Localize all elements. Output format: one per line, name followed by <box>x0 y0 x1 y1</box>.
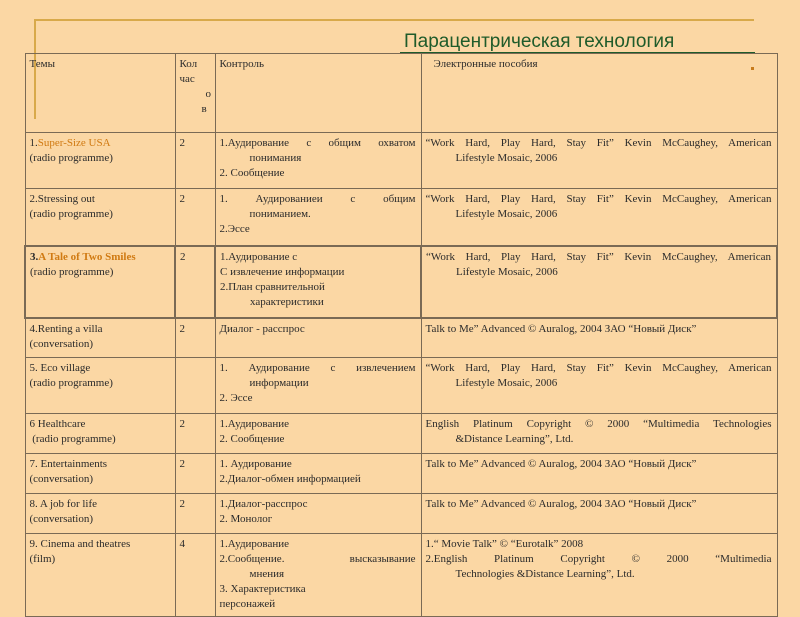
hours-cell: 2 <box>175 414 215 454</box>
topic-cell: 8. A job for life (conversation) <box>25 494 175 534</box>
header-topics: Темы <box>25 54 175 133</box>
resource-cell: Talk to Me” Advanced © Auralog, 2004 ЗАО “Новый Диск” <box>421 318 777 358</box>
resource-cell: “Work Hard, Play Hard, Stay Fit” Kevin McCaughey, American Lifestyle Mosaic, 2006 <box>421 189 777 246</box>
table-row <box>25 318 777 358</box>
header-control: Контроль <box>215 54 421 133</box>
hours-cell: 2 <box>175 454 215 494</box>
control-cell: 1.Аудирование 2.Сообщение. высказывание мнения 3. Характеристика персонажей <box>215 534 421 617</box>
control-cell: 1. Аудированиеи с общим пониманием. 2.Эссе <box>215 189 421 246</box>
table-row <box>25 494 777 534</box>
header-hours: Кол час о в <box>175 54 215 133</box>
control-cell: Диалог - расспрос <box>215 318 421 358</box>
control-cell: 1. Аудирование с извлечением информации 2. Эссе <box>215 358 421 414</box>
table-row <box>25 133 777 189</box>
topic-cell: 5. Eco village (radio programme) <box>25 358 175 414</box>
resource-cell: “Work Hard, Play Hard, Stay Fit” Kevin McCaughey, American Lifestyle Mosaic, 2006 <box>421 246 777 318</box>
table-row <box>25 534 777 617</box>
topic-cell: 3.A Tale of Two Smiles (radio programme) <box>25 246 175 318</box>
hours-cell <box>175 358 215 414</box>
control-cell: 1.Диалог-расспрос 2. Монолог <box>215 494 421 534</box>
resource-cell: 1.“ Movie Talk” © “Eurotalk” 2008 2.English Platinum Copyright © 2000 “Multimedia Technologies &Distance Learning”, Ltd. <box>421 534 777 617</box>
resource-cell: “Work Hard, Play Hard, Stay Fit” Kevin McCaughey, American Lifestyle Mosaic, 2006 <box>421 133 777 189</box>
resource-cell: English Platinum Copyright © 2000 “Multimedia Technologies &Distance Learning”, Ltd. <box>421 414 777 454</box>
hours-cell: 2 <box>175 318 215 358</box>
table-row <box>25 189 777 246</box>
control-cell: 1. Аудирование 2.Диалог-обмен информацией <box>215 454 421 494</box>
resource-cell: Talk to Me” Advanced © Auralog, 2004 ЗАО “Новый Диск” <box>421 454 777 494</box>
hours-cell: 2 <box>175 189 215 246</box>
topic-cell: 4.Renting a villa (conversation) <box>25 318 175 358</box>
topic-cell: 9. Cinema and theatres (film) <box>25 534 175 617</box>
topic-cell: 7. Entertainments (conversation) <box>25 454 175 494</box>
slide-title: Парацентрическая технология <box>404 31 675 52</box>
decorative-frame-top <box>34 19 754 21</box>
topic-cell: 2.Stressing out (radio programme) <box>25 189 175 246</box>
table-header-row <box>25 54 777 133</box>
resource-cell: Talk to Me” Advanced © Auralog, 2004 ЗАО “Новый Диск” <box>421 494 777 534</box>
control-cell: 1.Аудирование с общим охватом понимания 2. Сообщение <box>215 133 421 189</box>
hours-cell: 2 <box>175 494 215 534</box>
control-cell: 1.Аудирование 2. Сообщение <box>215 414 421 454</box>
topic-cell: 1.Super-Size USA (radio programme) <box>25 133 175 189</box>
hours-cell: 4 <box>175 534 215 617</box>
table-row <box>25 246 777 318</box>
topic-cell: 6 Healthcare (radio programme) <box>25 414 175 454</box>
table-row <box>25 454 777 494</box>
hours-cell: 2 <box>175 246 215 318</box>
curriculum-table <box>24 53 778 617</box>
control-cell: 1.Аудирование с С извлечение информации 2.План сравнительной характеристики <box>215 246 421 318</box>
hours-cell: 2 <box>175 133 215 189</box>
table-row <box>25 414 777 454</box>
resource-cell: “Work Hard, Play Hard, Stay Fit” Kevin McCaughey, American Lifestyle Mosaic, 2006 <box>421 358 777 414</box>
header-resources: Электронные пособия <box>421 54 777 133</box>
table-row <box>25 358 777 414</box>
